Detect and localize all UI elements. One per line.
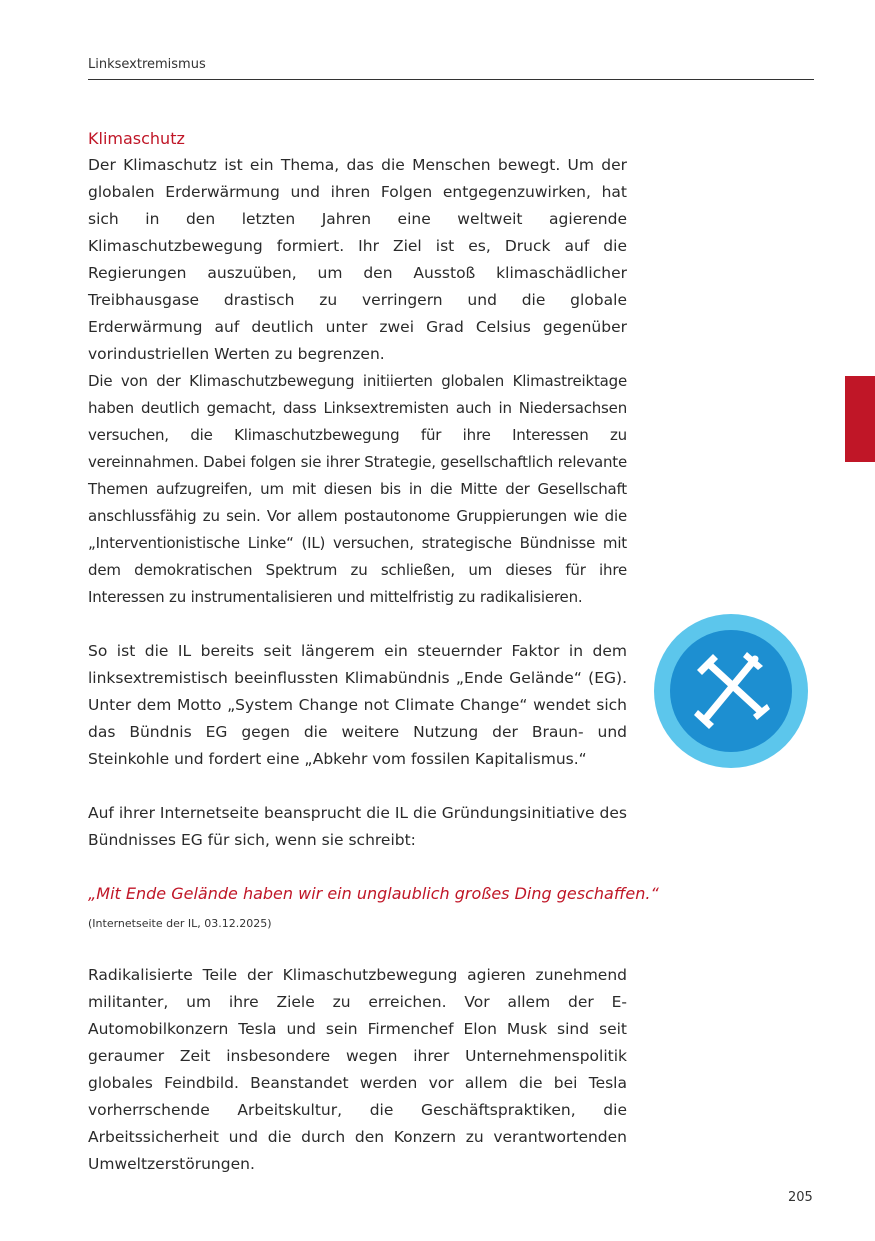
crossed-pickaxes-icon <box>651 612 811 770</box>
paragraph-tesla: Radikalisierte Teile der Klimaschutzbewegung agieren zunehmend militanter, um ihre Ziele zu erreichen. Vor allem der E-Automobilkonzern Tesla und sein Firmenchef Elon Musk sind seit geraumer Zeit insbesondere wegen ihrer Unternehmenspolitik globales Feindbild. Beanstandet werden vor allem die bei Tesla vorherrschende Arbeitskultur, die Geschäftspraktiken, die Arbeitssicherheit und die durch den Konzern zu verantwortenden Umweltzerstörungen. <box>88 966 627 1173</box>
paragraph-climate-strike: Die von der Klimaschutzbewegung initiierten globalen Klimastreiktage haben deutlich gemacht, dass Linksextremisten auch in Niedersachsen versuchen, die Klimaschutzbewegung für ihre Interessen zu vereinnahmen. Dabei folgen sie ihrer Strategie, gesellschaftlich relevante Themen aufzugreifen, um mit diesen bis in die Mitte der Gesellschaft anschlussfähig zu sein. Vor allem postautonome Gruppierungen wie die „Interventionistische Linke“ (IL) versuchen, strategische Bündnisse mit dem demokratischen Spektrum zu schließen, um dieses für ihre Interessen zu instrumentalisieren und mittelfristig zu radikalisieren. <box>88 372 627 606</box>
paragraph-il-claim: Auf ihrer Internetseite beansprucht die IL die Gründungsinitiative des Bündnisses EG für sich, wenn sie schreibt: <box>88 804 627 849</box>
emblem <box>651 612 811 770</box>
running-header: Linksextremismus <box>88 57 206 72</box>
quote-text: „Mit Ende Gelände haben wir ein unglaublich großes Ding geschaffen.“ <box>88 884 659 903</box>
chapter-tab-marker <box>845 376 875 462</box>
page-number: 205 <box>788 1190 813 1205</box>
section-heading: Klimaschutz <box>88 129 185 148</box>
paragraph-ende-gelaende: So ist die IL bereits seit längerem ein steuernder Faktor in dem linksextremistisch beeinflussten Klimabündnis „Ende Gelände“ (EG). Unter dem Motto „System Change not Climate Change“ wendet sich das Bündnis EG gegen die weitere Nutzung der Braun- und Steinkohle und fordert eine „Abkehr vom fossilen Kapitalismus.“ <box>88 642 627 768</box>
header-rule <box>88 79 814 80</box>
paragraph-climate-protection: Der Klimaschutz ist ein Thema, das die Menschen bewegt. Um der globalen Erderwärmung und ihren Folgen entgegenzuwirken, hat sich in den letzten Jahren eine weltweit agierende Klimaschutzbewegung formiert. Ihr Ziel ist es, Druck auf die Regierungen auszuüben, um den Ausstoß klimaschädlicher Treibhausgase drastisch zu verringern und die globale Erderwärmung auf deutlich unter zwei Grad Celsius gegenüber vorindustriellen Werten zu begrenzen. <box>88 156 627 363</box>
quote-source: (Internetseite der IL, 03.12.2025) <box>88 917 272 930</box>
